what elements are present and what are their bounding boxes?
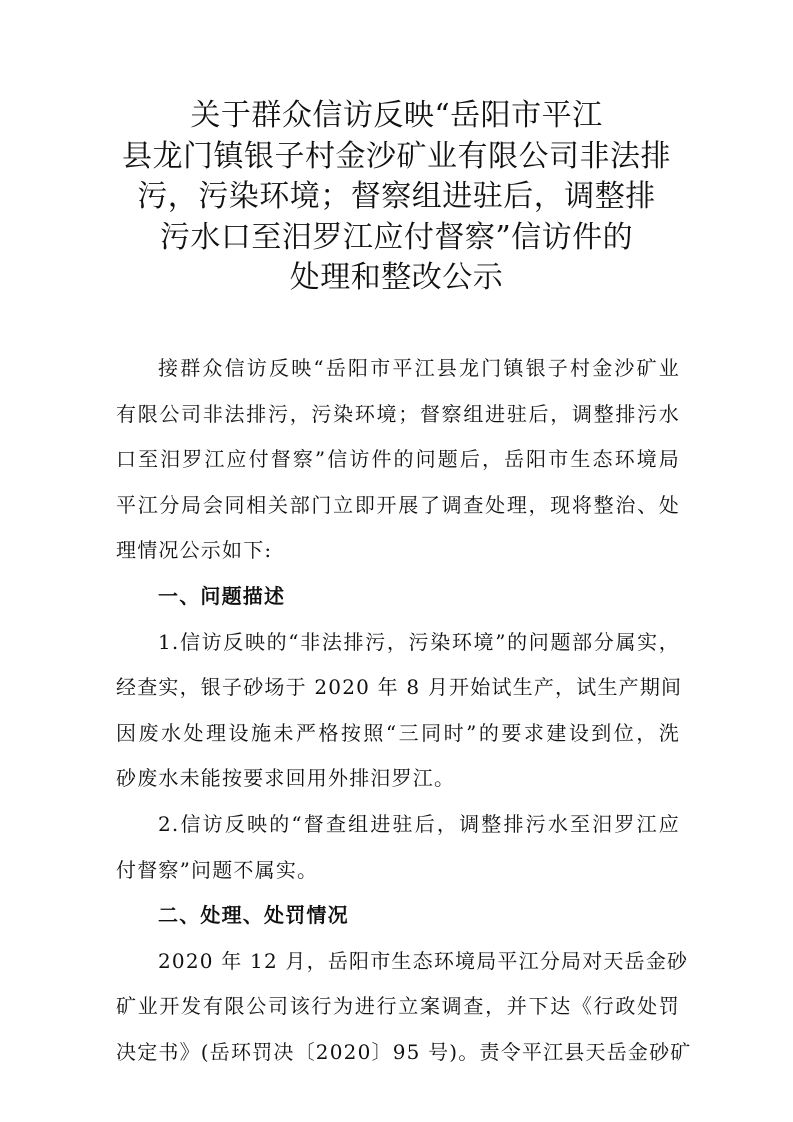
section-2-line-1: 2020 年 12 月，岳阳市生态环境局平江分局对天岳金砂 bbox=[158, 948, 689, 973]
intro-line-2: 有限公司非法排污，污染环境；督察组进驻后，调整排污水 bbox=[116, 401, 680, 426]
document-body bbox=[116, 346, 692, 1076]
intro-paragraph bbox=[116, 346, 680, 574]
item-2-line-1: 2.信访反映的“督查组进驻后，调整排污水至汨罗江应 bbox=[158, 811, 680, 836]
title-line-4: 污水口至汨罗江应付督察”信访件的 bbox=[159, 219, 634, 255]
item-1-line-3: 因废水处理设施未严格按照“三同时”的要求建设到位，洗 bbox=[116, 720, 680, 745]
item-1-line-1: 1.信访反映的“非法排污，污染环境”的问题部分属实， bbox=[158, 629, 680, 654]
page-title bbox=[100, 96, 693, 299]
section-2-line-2: 矿业开发有限公司该行为进行立案调查，并下达《行政处罚 bbox=[116, 994, 680, 1019]
title-line-2: 县龙门镇银子村金沙矿业有限公司非法排 bbox=[122, 138, 671, 174]
intro-line-3: 口至汨罗江应付督察”信访件的问题后，岳阳市生态环境局 bbox=[116, 447, 680, 472]
section-2-line-3: 决定书》(岳环罚决〔2020〕95 号)。责令平江县天岳金砂矿 bbox=[116, 1039, 692, 1064]
section-1-item-2 bbox=[116, 802, 680, 893]
item-1-line-4: 砂废水未能按要求回用外排汨罗江。 bbox=[116, 766, 456, 791]
item-2-line-2: 付督察”问题不属实。 bbox=[116, 857, 319, 882]
section-1-heading: 一、问题描述 bbox=[158, 583, 286, 608]
title-line-1: 关于群众信访反映“岳阳市平江 bbox=[190, 98, 603, 133]
intro-line-5: 理情况公示如下: bbox=[116, 538, 273, 563]
intro-line-4: 平江分局会同相关部门立即开展了调查处理，现将整治、处 bbox=[116, 492, 680, 517]
intro-line-1: 接群众信访反映“岳阳市平江县龙门镇银子村金沙矿业 bbox=[158, 356, 680, 380]
section-2-paragraph bbox=[116, 939, 692, 1076]
title-line-3: 污，污染环境；督察组进驻后，调整排 bbox=[137, 179, 656, 214]
section-1-item-1 bbox=[116, 620, 683, 802]
section-2-heading: 二、处理、处罚情况 bbox=[158, 903, 349, 928]
title-line-5: 处理和整改公示 bbox=[289, 260, 504, 295]
item-1-line-2: 经查实，银子砂场于 2020 年 8 月开始试生产，试生产期间 bbox=[116, 675, 683, 700]
